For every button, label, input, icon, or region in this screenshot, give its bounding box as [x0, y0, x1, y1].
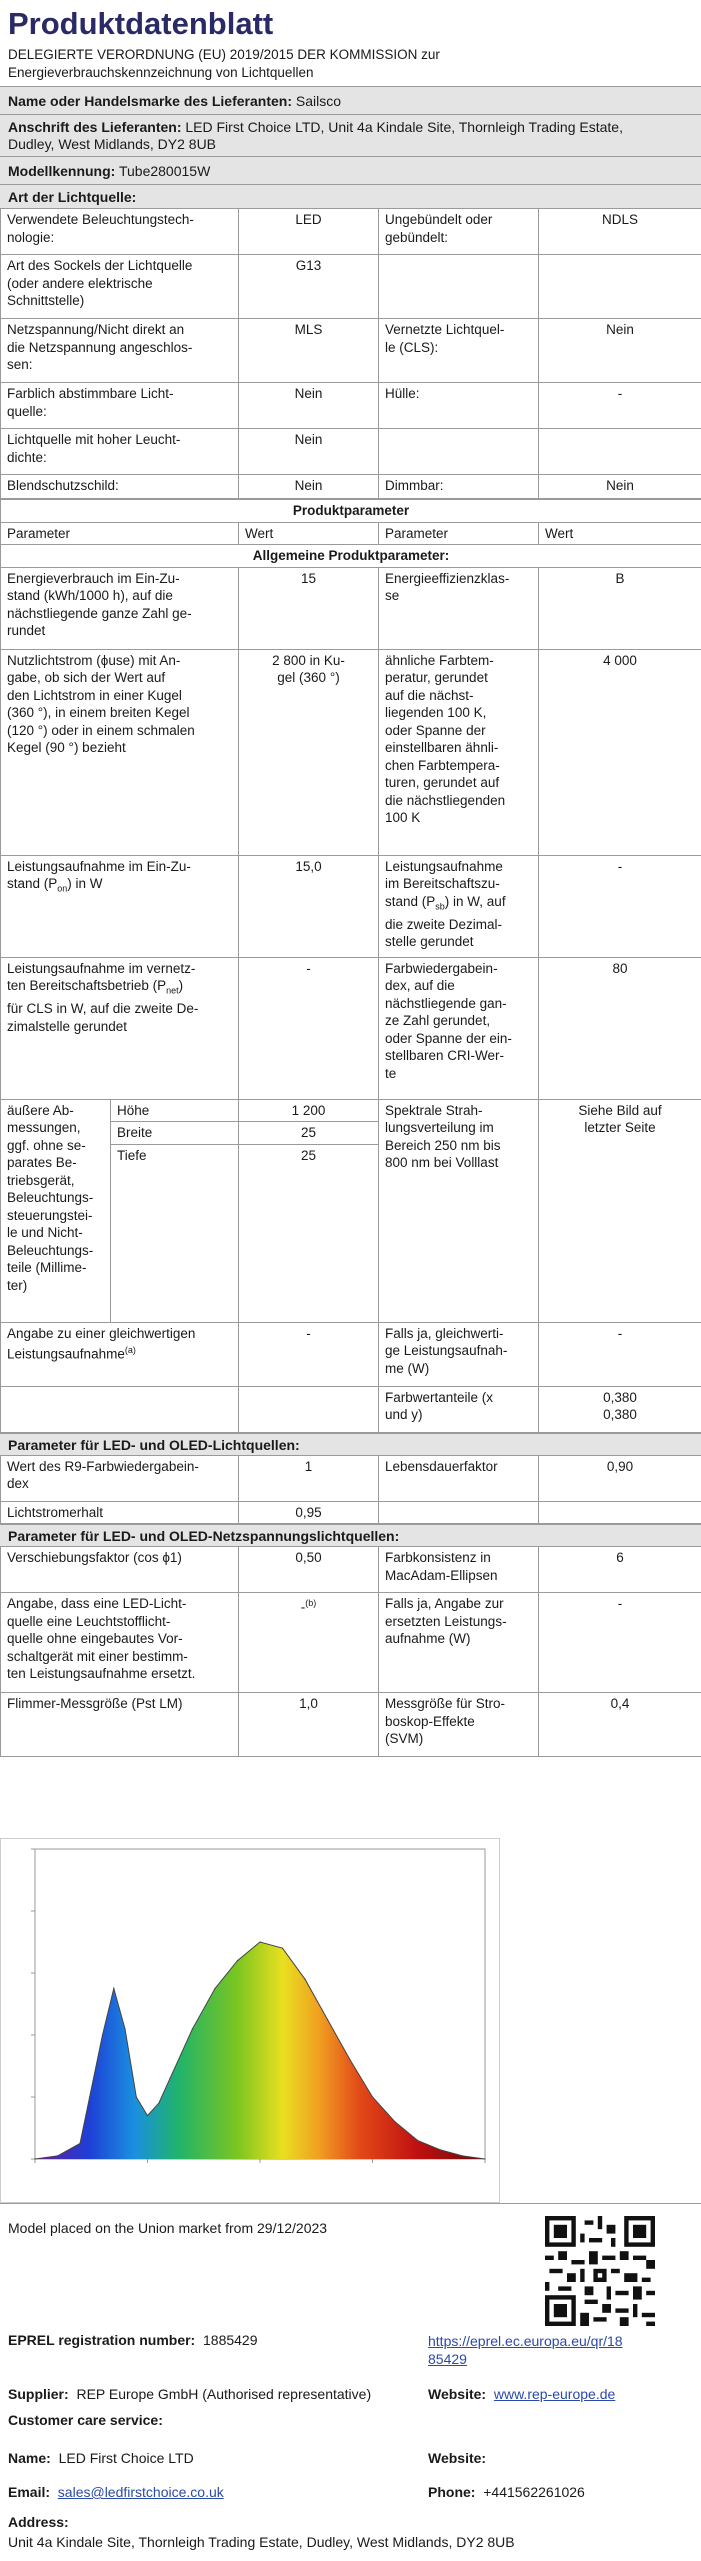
footer — [0, 2203, 701, 2561]
spectrum-point — [124, 2028, 125, 2029]
model-row: Modellkennung: Tube280015W — [0, 156, 701, 184]
table-row: Flimmer-Messgröße (Pst LM) 1,0 Messgröße für Stro- boskop-Effekte (SVM) 0,4 — [1, 1693, 701, 1757]
spectrum-point — [439, 2149, 440, 2150]
table-row: Netzspannung/Nicht direkt an die Netzspannung angeschlos- sen: MLS Vernetzte Lichtquel- le (CLS): Nein — [1, 319, 701, 383]
email-link[interactable]: sales@ledfirstchoice.co.uk — [58, 2484, 224, 2500]
product-params-table: Produktparameter Parameter Wert Parameter Wert Allgemeine Produktparameter: Energieverbrauch im Ein-Zu- stand (kWh/1000 h), auf die nächstliegende ganze Zahl ge- rundet 15 Energieeffizienzklas- se B Nutzlichtstrom (ϕuse) mit An- gabe, ob sich der Wert auf den Lichtstrom in einer Kugel (360 °), in einem breiten Kegel (120 °) oder in einem schmalen Kegel (90 °) bezieht 2 800 in Ku- gel (360 °) ähnliche Farbtem- peratur, gerundet auf die nächst- liegenden 100 K, oder Spanne der einstellbaren ähnli- chen Farbtempera- turen, gerundet auf die nächstliegenden 100 K 4 000 Leistungsaufnahme im Ein-Zu- stand $(P_{on})$ in W 15,0 Leistungsaufnahme im Bereitschaftszu- stand $(P_{sb})$ in W, auf die zweite Dezimal- stelle gerundet - Leistungsaufnahme im vernetz- ten Bereitschaftsbetrieb $(P_{net})$ für CLS in W, auf die zweite De- zimalstelle gerundet - Farbwiedergabein- dex, auf die nächstliegende gan- ze Zahl gerundet, oder Spanne der ein- stellbaren CRI-Wer- te 80 äußere Ab- messungen, ggf. ohne se- parates Be- triebsgerät, Beleuchtungs- steuerungstei- le und Nicht- Beleuchtungs- teile (Millime- ter) Höhe 1 200 Spektrale Strah- lungsverteilung im Bereich 250 nm bis 800 nm bei Volllast Siehe Bild auf letzter Seite Breite 25 Tiefe 25 Angabe zu einer gleichwertigen Leistungsaufnahme$^{(a)}$ - Falls ja, gleichwerti- ge Leistungsaufnah- me (W) - Farbwertanteile (x und y) 0,380 0,380 — [0, 499, 701, 1433]
customer-care-phone: Phone: +441562261026 — [428, 2484, 585, 2500]
led-params-heading: Parameter für LED- und OLED-Lichtquellen: — [0, 1433, 701, 1455]
spectrum-point — [304, 1979, 305, 1980]
spectrum-point — [327, 2019, 328, 2020]
spectrum-point — [237, 1960, 238, 1961]
column-header-row: Parameter Wert Parameter Wert — [1, 522, 701, 545]
table-row: Leistungsaufnahme im Ein-Zu- stand $(P_{on})$ in W 15,0 Leistungsaufnahme im Bereitschaftszu- stand $(P_{sb})$ in W, auf die zweite Dezimal- stelle gerundet - — [1, 855, 701, 957]
table-row: Angabe zu einer gleichwertigen Leistungsaufnahme$^{(a)}$ - Falls ja, gleichwerti- ge Leistungsaufnah- me (W) - — [1, 1322, 701, 1386]
customer-care-address-label: Address: — [8, 2514, 69, 2530]
supplier-name-row: Name oder Handelsmarke des Lieferanten: Sailsco — [0, 86, 701, 114]
supplier-website-link[interactable]: www.rep-europe.de — [494, 2386, 615, 2402]
table-row: Verschiebungsfaktor (cos ϕ1) 0,50 Farbkonsistenz in MacAdam-Ellipsen 6 — [1, 1547, 701, 1593]
spectrum-point — [102, 2034, 103, 2035]
product-params-heading: Produktparameter — [1, 500, 701, 523]
spectrum-point — [214, 1988, 215, 1989]
spectrum-point — [136, 2096, 137, 2097]
spectrum-point — [79, 2143, 80, 2144]
spectral-distribution-chart — [0, 1838, 500, 2203]
table-row: Blendschutzschild: Nein Dimmbar: Nein — [1, 475, 701, 499]
table-row: Leistungsaufnahme im vernetz- ten Bereitschaftsbetrieb $(P_{net})$ für CLS in W, auf die zweite De- zimalstelle gerundet - Farbwiedergabein- dex, auf die nächstliegende gan- ze Zahl gerundet, oder Spanne der ein- stellbaren CRI-Wer- te 80 — [1, 957, 701, 1099]
page-title: Produktdatenblatt — [0, 0, 701, 42]
customer-care-address: Unit 4a Kindale Site, Thornleigh Trading Estate, Dudley, West Midlands, DY2 8UB — [8, 2534, 515, 2550]
table-row: Farbwertanteile (x und y) 0,380 0,380 — [1, 1386, 701, 1432]
qr-code-icon[interactable] — [545, 2216, 655, 2326]
spectrum-point — [417, 2140, 418, 2141]
customer-care-name: Name: LED First Choice LTD — [8, 2450, 194, 2466]
spectrum-point — [372, 2096, 373, 2097]
spectrum-point — [349, 2059, 350, 2060]
spectrum-point — [158, 2103, 159, 2104]
table-row: Lichtquelle mit hoher Leucht- dichte: Nein — [1, 429, 701, 475]
table-row: Verwendete Beleuchtungstech- nologie: LED Ungebündelt oder gebündelt: NDLS — [1, 209, 701, 255]
light-source-type-table — [0, 208, 701, 499]
table-row: Wert des R9-Farbwiedergabein- dex 1 Lebensdauerfaktor 0,90 — [1, 1455, 701, 1501]
table-row: Nutzlichtstrom (ϕuse) mit An- gabe, ob sich der Wert auf den Lichtstrom in einer Kugel (360 °), in einem breiten Kegel (120 °) oder in einem schmalen Kegel (90 °) bezieht 2 800 in Ku- gel (360 °) ähnliche Farbtem- peratur, gerundet auf die nächst- liegenden 100 K, oder Spanne der einstellbaren ähnli- chen Farbtempera- turen, gerundet auf die nächstliegenden 100 K 4 000 — [1, 649, 701, 855]
table-row: Farblich abstimmbare Licht- quelle: Nein Hülle: - — [1, 383, 701, 429]
regulation-subtitle: DELEGIERTE VERORDNUNG (EU) 2019/2015 DER KOMMISSION zur Energieverbrauchskennzeichnung von Lichtquellen — [0, 42, 701, 86]
spectrum-point — [169, 2078, 170, 2079]
table-row: Lichtstromerhalt 0,95 — [1, 1501, 701, 1524]
spectrum-point — [147, 2115, 148, 2116]
spectrum-point — [192, 2028, 193, 2029]
led-params-table — [0, 1455, 701, 1525]
spectrum-point — [57, 2155, 58, 2156]
mains-params-table — [0, 1546, 701, 1757]
eprel-link[interactable]: https://eprel.ec.europa.eu/qr/18 85429 — [428, 2332, 623, 2368]
customer-care-website: Website: — [428, 2450, 486, 2466]
customer-care-email: Email: sales@ledfirstchoice.co.uk — [8, 2484, 224, 2500]
eprel-registration: EPREL registration number: 1885429 — [8, 2332, 258, 2348]
table-row: Angabe, dass eine LED-Licht- quelle eine Leuchtstofflicht- quelle ohne eingebautes Vor- schaltgerät mit einer bestimm- ten Leistungsaufnahme ersetzt. -$^{(b)}$ Falls ja, Angabe zur ersetzten Leistungs- aufnahme (W) - — [1, 1593, 701, 1693]
spectrum-point — [394, 2121, 395, 2122]
spectrum-point — [113, 1988, 114, 1989]
spectrum-point — [259, 1941, 260, 1942]
supplier-info: Supplier: REP Europe GmbH (Authorised representative) — [8, 2386, 371, 2402]
light-source-type-heading: Art der Lichtquelle: — [0, 184, 701, 208]
spectrum-point — [484, 2158, 485, 2159]
table-row: Energieverbrauch im Ein-Zu- stand (kWh/1000 h), auf die nächstliegende ganze Zahl ge- rundet 15 Energieeffizienzklas- se B — [1, 567, 701, 649]
mains-params-heading: Parameter für LED- und OLED-Netzspannungslichtquellen: — [0, 1524, 701, 1546]
supplier-address-row: Anschrift des Lieferanten: LED First Choice LTD, Unit 4a Kindale Site, Thornleigh Trading Estate, Dudley, West Midlands, DY2 8UB — [0, 114, 701, 156]
table-row: Art des Sockels der Lichtquelle (oder andere elektrische Schnittstelle) G13 — [1, 255, 701, 319]
spectrum-point — [282, 1948, 283, 1949]
dimensions-row: äußere Ab- messungen, ggf. ohne se- parates Be- triebsgerät, Beleuchtungs- steuerungstei- le und Nicht- Beleuchtungs- teile (Millime- ter) Höhe 1 200 Spektrale Strah- lungsverteilung im Bereich 250 nm bis 800 nm bei Volllast Siehe Bild auf letzter Seite — [1, 1099, 701, 1122]
customer-care-heading: Customer care service: — [8, 2412, 163, 2428]
spectrum-point — [462, 2155, 463, 2156]
general-params-heading: Allgemeine Produktparameter: — [1, 545, 701, 568]
spectrum-svg — [1, 1839, 499, 2202]
placed-on-market-text: Model placed on the Union market from 29/12/2023 — [8, 2220, 327, 2236]
supplier-website: Website: www.rep-europe.de — [428, 2386, 615, 2402]
spectrum-point — [34, 2158, 35, 2159]
